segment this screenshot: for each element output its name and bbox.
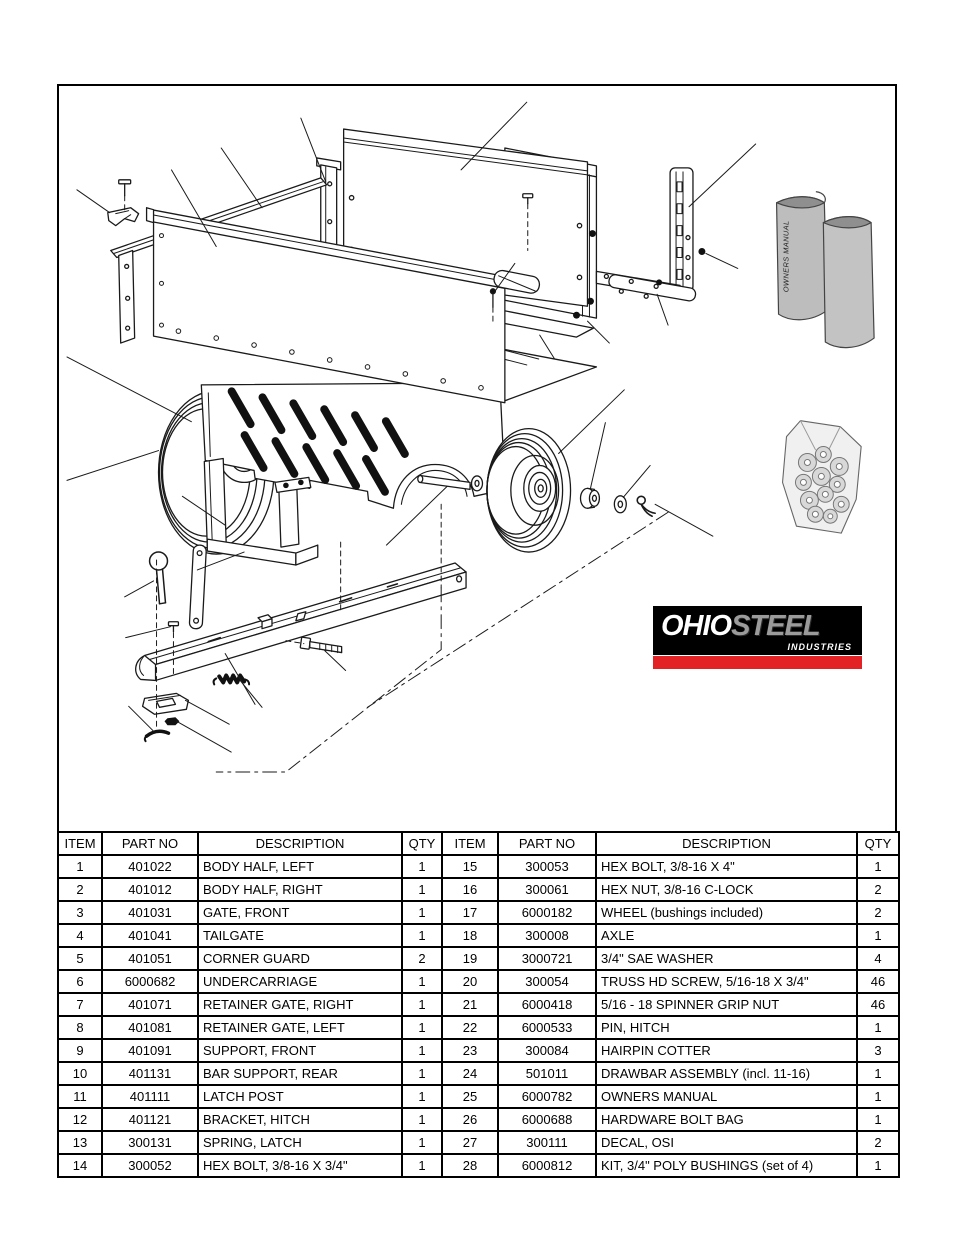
cell-qty: 1	[402, 970, 442, 993]
table-row	[442, 947, 899, 970]
cell-item: 11	[58, 1085, 102, 1108]
parts-table-left	[57, 831, 443, 1178]
cell-qty: 1	[402, 1039, 442, 1062]
cell-part_no: 6000782	[498, 1085, 596, 1108]
cell-part_no: 401041	[102, 924, 198, 947]
logo-black-panel	[653, 606, 862, 655]
cell-qty: 1	[402, 924, 442, 947]
cell-qty: 1	[857, 1085, 899, 1108]
cell-part_no: 6000533	[498, 1016, 596, 1039]
cell-description: WHEEL (bushings included)	[596, 901, 857, 924]
cell-item: 3	[58, 901, 102, 924]
cell-qty: 1	[402, 993, 442, 1016]
table-row	[442, 993, 899, 1016]
cell-item: 16	[442, 878, 498, 901]
cell-qty: 2	[857, 878, 899, 901]
cell-qty: 46	[857, 970, 899, 993]
cell-qty: 1	[402, 1108, 442, 1131]
table-row	[58, 901, 442, 924]
hitch-bracket	[143, 693, 189, 714]
cell-part_no: 3000721	[498, 947, 596, 970]
cell-part_no: 401031	[102, 901, 198, 924]
cell-description: CORNER GUARD	[198, 947, 402, 970]
cell-qty: 1	[402, 1085, 442, 1108]
cell-item: 12	[58, 1108, 102, 1131]
cell-item: 8	[58, 1016, 102, 1039]
table-row	[442, 1085, 899, 1108]
cell-description: KIT, 3/4" POLY BUSHINGS (set of 4)	[596, 1154, 857, 1177]
cell-item: 18	[442, 924, 498, 947]
cell-item: 15	[442, 855, 498, 878]
cell-description: LATCH POST	[198, 1085, 402, 1108]
cell-part_no: 300131	[102, 1131, 198, 1154]
table-row	[58, 855, 442, 878]
cell-part_no: 401081	[102, 1016, 198, 1039]
cell-part_no: 401111	[102, 1085, 198, 1108]
cell-part_no: 300084	[498, 1039, 596, 1062]
cell-qty: 2	[402, 947, 442, 970]
owners-manual-rolls	[777, 192, 875, 348]
cell-part_no: 300111	[498, 1131, 596, 1154]
cell-qty: 1	[402, 1154, 442, 1177]
table-row	[442, 924, 899, 947]
cell-qty: 1	[857, 924, 899, 947]
cell-description: HEX BOLT, 3/8-16 X 3/4"	[198, 1154, 402, 1177]
cell-description: TAILGATE	[198, 924, 402, 947]
corner-guard	[108, 180, 139, 226]
col-header-partno: PART NO	[102, 832, 198, 855]
parts-tables	[57, 831, 897, 1178]
cell-qty: 2	[857, 1131, 899, 1154]
cell-item: 4	[58, 924, 102, 947]
table-row	[442, 855, 899, 878]
table-row	[442, 1131, 899, 1154]
table-row	[442, 970, 899, 993]
cell-item: 22	[442, 1016, 498, 1039]
cell-part_no: 401012	[102, 878, 198, 901]
axle	[418, 475, 470, 489]
cell-qty: 1	[857, 1108, 899, 1131]
cell-qty: 1	[402, 1131, 442, 1154]
cell-part_no: 6000812	[498, 1154, 596, 1177]
cell-part_no: 6000682	[102, 970, 198, 993]
cell-item: 21	[442, 993, 498, 1016]
table-row	[58, 1108, 442, 1131]
cell-part_no: 6000182	[498, 901, 596, 924]
cell-item: 28	[442, 1154, 498, 1177]
cell-item: 25	[442, 1085, 498, 1108]
cell-qty: 1	[857, 855, 899, 878]
table-row	[442, 1154, 899, 1177]
cell-item: 9	[58, 1039, 102, 1062]
col-header-description: DESCRIPTION	[198, 832, 402, 855]
cell-item: 24	[442, 1062, 498, 1085]
cell-item: 26	[442, 1108, 498, 1131]
cell-description: PIN, HITCH	[596, 1016, 857, 1039]
cell-description: HAIRPIN COTTER	[596, 1039, 857, 1062]
table-row	[58, 1062, 442, 1085]
table-row	[442, 1108, 899, 1131]
table-row	[58, 993, 442, 1016]
cell-part_no: 300052	[102, 1154, 198, 1177]
cell-description: BRACKET, HITCH	[198, 1108, 402, 1131]
cell-item: 19	[442, 947, 498, 970]
hairpin-cotter-hitch	[145, 731, 169, 741]
col-header-partno: PART NO	[498, 832, 596, 855]
cell-item: 17	[442, 901, 498, 924]
cell-description: HEX NUT, 3/8-16 C-LOCK	[596, 878, 857, 901]
cell-part_no: 401051	[102, 947, 198, 970]
cell-description: HARDWARE BOLT BAG	[596, 1108, 857, 1131]
cell-item: 20	[442, 970, 498, 993]
cell-item: 6	[58, 970, 102, 993]
axle-washer-inner	[472, 476, 483, 491]
cell-description: RETAINER GATE, LEFT	[198, 1016, 402, 1039]
cell-item: 2	[58, 878, 102, 901]
parts-table-right	[441, 831, 900, 1178]
cell-description: OWNERS MANUAL	[596, 1085, 857, 1108]
cell-part_no: 401121	[102, 1108, 198, 1131]
cell-description: HEX BOLT, 3/8-16 X 4"	[596, 855, 857, 878]
axle-washer-outer	[614, 496, 626, 513]
hardware-bolt-bag	[783, 421, 862, 533]
cell-item: 5	[58, 947, 102, 970]
cell-qty: 1	[402, 1016, 442, 1039]
logo-brand-industries: INDUSTRIES	[787, 642, 852, 652]
cell-qty: 4	[857, 947, 899, 970]
cell-qty: 1	[857, 1016, 899, 1039]
logo-brand-steel: STEEL	[731, 610, 820, 642]
cell-qty: 1	[402, 855, 442, 878]
hex-bolt	[300, 637, 341, 652]
cell-description: AXLE	[596, 924, 857, 947]
cell-description: 3/4" SAE WASHER	[596, 947, 857, 970]
col-header-item: ITEM	[58, 832, 102, 855]
table-row	[58, 970, 442, 993]
cell-part_no: 300008	[498, 924, 596, 947]
corner-guard-screw	[119, 180, 131, 196]
owners-manual-label: OWNERS MANUAL	[781, 220, 791, 293]
cell-description: DECAL, OSI	[596, 1131, 857, 1154]
cell-qty: 1	[402, 878, 442, 901]
cell-part_no: 501011	[498, 1062, 596, 1085]
logo-brand-ohio: OHIO	[661, 610, 732, 642]
cell-item: 23	[442, 1039, 498, 1062]
cell-part_no: 401131	[102, 1062, 198, 1085]
cell-description: SUPPORT, FRONT	[198, 1039, 402, 1062]
cell-item: 10	[58, 1062, 102, 1085]
cell-item: 13	[58, 1131, 102, 1154]
cell-item: 14	[58, 1154, 102, 1177]
bar-support-rear	[189, 545, 206, 629]
table-header-row	[442, 832, 899, 855]
cell-qty: 46	[857, 993, 899, 1016]
spinner-grip-nut	[581, 488, 600, 508]
cell-description: BODY HALF, LEFT	[198, 855, 402, 878]
logo-red-stripe	[653, 656, 862, 669]
ohio-steel-logo	[653, 606, 862, 669]
table-row	[58, 924, 442, 947]
table-row	[58, 1131, 442, 1154]
table-row	[58, 1085, 442, 1108]
cell-description: BAR SUPPORT, REAR	[198, 1062, 402, 1085]
cell-qty: 3	[857, 1039, 899, 1062]
cell-part_no: 401091	[102, 1039, 198, 1062]
cell-item: 27	[442, 1131, 498, 1154]
cell-description: GATE, FRONT	[198, 901, 402, 924]
cell-part_no: 6000418	[498, 993, 596, 1016]
cell-item: 1	[58, 855, 102, 878]
col-header-item: ITEM	[442, 832, 498, 855]
table-row	[58, 947, 442, 970]
cell-description: 5/16 - 18 SPINNER GRIP NUT	[596, 993, 857, 1016]
table-row	[58, 1016, 442, 1039]
cell-qty: 1	[857, 1154, 899, 1177]
table-row	[58, 1154, 442, 1177]
right-wheel	[487, 429, 571, 552]
table-row	[442, 878, 899, 901]
table-row	[58, 878, 442, 901]
table-row	[442, 1039, 899, 1062]
cell-description: RETAINER GATE, RIGHT	[198, 993, 402, 1016]
hitch-pin	[150, 552, 168, 604]
cell-part_no: 401071	[102, 993, 198, 1016]
cell-part_no: 401022	[102, 855, 198, 878]
table-row	[58, 1039, 442, 1062]
col-header-qty: QTY	[857, 832, 899, 855]
col-header-description: DESCRIPTION	[596, 832, 857, 855]
cell-qty: 2	[857, 901, 899, 924]
exploded-view-diagram	[57, 84, 897, 833]
cell-description: TRUSS HD SCREW, 5/16-18 X 3/4"	[596, 970, 857, 993]
retainer-gate-bracket	[596, 168, 705, 302]
table-row	[442, 1062, 899, 1085]
cell-part_no: 300054	[498, 970, 596, 993]
cell-qty: 1	[402, 901, 442, 924]
col-header-qty: QTY	[402, 832, 442, 855]
table-row	[442, 1016, 899, 1039]
drawbar	[136, 563, 466, 680]
cell-description: UNDERCARRIAGE	[198, 970, 402, 993]
cell-qty: 1	[857, 1062, 899, 1085]
cell-part_no: 300053	[498, 855, 596, 878]
cell-description: SPRING, LATCH	[198, 1131, 402, 1154]
table-header-row	[58, 832, 442, 855]
cell-qty: 1	[402, 1062, 442, 1085]
table-row	[442, 901, 899, 924]
cell-part_no: 6000688	[498, 1108, 596, 1131]
hairpin-cotter-axle	[637, 496, 655, 516]
cell-description: BODY HALF, RIGHT	[198, 878, 402, 901]
cell-item: 7	[58, 993, 102, 1016]
latch-spring	[214, 675, 249, 684]
cell-part_no: 300061	[498, 878, 596, 901]
cell-description: DRAWBAR ASSEMBLY (incl. 11-16)	[596, 1062, 857, 1085]
